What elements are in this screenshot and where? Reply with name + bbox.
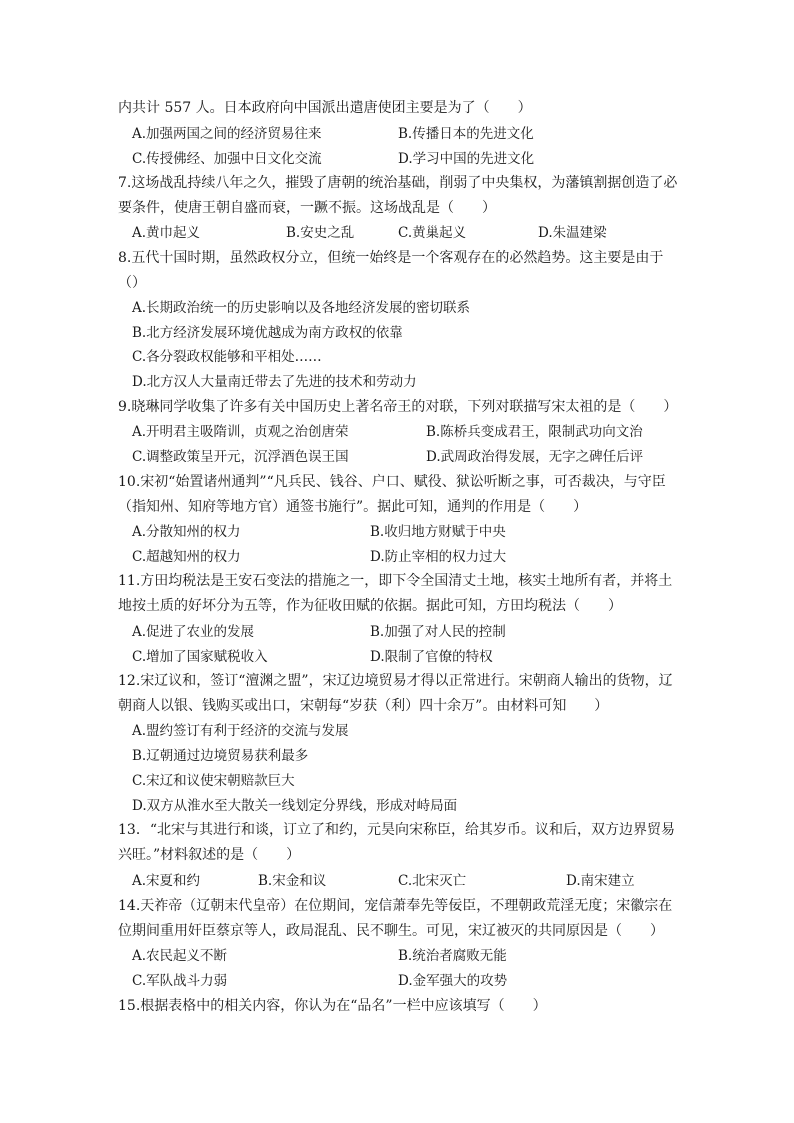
question-10-text-cont: （指知州、知府等地方官）通签书施行”。据此可知，通判的作用是（ ） — [118, 499, 588, 515]
option-d: D.限制了官僚的特权 — [370, 649, 493, 665]
question-8-text-cont: （） — [118, 275, 146, 291]
option-b: B.传播日本的先进文化 — [398, 126, 534, 142]
option-b: B.宋金和议 — [258, 873, 327, 889]
option-c: C.北宋灭亡 — [398, 873, 467, 889]
question-13-text: 13．“北宋与其进行和谈，订立了和约，元昊向宋称臣，给其岁币。议和后，双方边界贸易 — [118, 822, 675, 838]
option-c: C.宋辽和议使宋朝赔款巨大 — [132, 773, 295, 789]
option-c: C.超越知州的权力 — [132, 549, 241, 565]
question-7-text: 7.这场战乱持续八年之久，摧毁了唐朝的统治基础，削弱了中央集权，为藩镇割据创造了必 — [118, 175, 678, 191]
option-a: A.宋夏和约 — [132, 873, 201, 889]
option-a: A.长期政治统一的历史影响以及各地经济发展的密切联系 — [132, 300, 471, 316]
option-d: D.双方从淮水至大散关一线划定分界线，形成对峙局面 — [132, 798, 458, 814]
option-d: D.北方汉人大量南迁带去了先进的技术和劳动力 — [132, 374, 417, 390]
option-a: A.促进了农业的发展 — [132, 624, 255, 640]
option-d: D.学习中国的先进文化 — [398, 151, 535, 167]
option-d: D.武周政治得发展，无字之碑任后评 — [426, 449, 644, 465]
question-14-text-cont: 位期间重用奸臣蔡京等人，政局混乱、民不聊生。可见，宋辽被灭的共同原因是（ ） — [118, 923, 664, 939]
question-10-text: 10.宋初“始置诸州通判”“凡兵民、钱谷、户口、赋役、狱讼听断之事，可否裁决，与守臣 — [118, 474, 666, 490]
option-c: C.调整政策呈开元，沉浮酒色误王国 — [132, 449, 349, 465]
option-d: D.金军强大的攻势 — [398, 973, 508, 989]
option-c: C.传授佛经、加强中日文化交流 — [132, 151, 322, 167]
option-a: A.分散知州的权力 — [132, 524, 241, 540]
option-c: C.各分裂政权能够和平相处…… — [132, 349, 322, 365]
option-b: B.陈桥兵变成君王，限制武功向文治 — [426, 424, 643, 440]
question-13-text-cont: 兴旺。”材料叙述的是（ ） — [118, 847, 301, 863]
option-a: A.农民起义不断 — [132, 948, 228, 964]
option-a: A.加强两国之间的经济贸易往来 — [132, 126, 322, 142]
option-a: A.盟约签订有利于经济的交流与发展 — [132, 723, 349, 739]
question-11-text-cont: 地按土质的好坏分为五等，作为征收田赋的依据。据此可知，方田均税法（ ） — [118, 598, 622, 614]
option-c: C.增加了国家赋税收入 — [132, 649, 268, 665]
option-b: B.统治者腐败无能 — [398, 948, 507, 964]
option-b: B.安史之乱 — [286, 225, 355, 241]
question-9-text: 9.晓琳同学收集了许多有关中国历史上著名帝王的对联，下列对联描写宋太祖的是（ ） — [118, 399, 678, 415]
question-7-text-cont: 要条件，使唐王朝自盛而衰，一蹶不振。这场战乱是（ ） — [118, 200, 496, 216]
question-11-text: 11.方田均税法是王安石变法的措施之一，即下令全国清丈土地，核实土地所有者，并将土 — [118, 573, 673, 589]
question-text: 内共计 557 人。日本政府向中国派出遣唐使团主要是为了（ ） — [118, 100, 532, 116]
option-c: C.军队战斗力弱 — [132, 973, 228, 989]
question-15-text: 15.根据表格中的相关内容，你认为在“品名”一栏中应该填写（ ） — [118, 998, 547, 1014]
option-a: A.开明君主吸隋训，贞观之治创唐荣 — [132, 424, 349, 440]
option-b: B.加强了对人民的控制 — [370, 624, 506, 640]
option-d: D.朱温建梁 — [538, 225, 607, 241]
question-14-text: 14.天祚帝（辽朝末代皇帝）在位期间，宠信萧奉先等佞臣，不理朝政荒淫无度；宋徽宗在 — [118, 898, 673, 914]
question-12-text: 12.宋辽议和，签订“澶渊之盟”，宋辽边境贸易才得以正常进行。宋朝商人输出的货物，辽 — [118, 673, 673, 689]
option-d: D.南宋建立 — [566, 873, 635, 889]
question-12-text-cont: 朝商人以银、钱购买或出口，宋朝每“岁获（利）四十余万”。由材料可知 ） — [118, 698, 609, 714]
option-c: C.黄巢起义 — [398, 225, 467, 241]
question-8-text: 8.五代十国时期，虽然政权分立，但统一始终是一个客观存在的必然趋势。这主要是由于 — [118, 250, 664, 266]
option-b: B.辽朝通过边境贸易获利最多 — [132, 748, 309, 764]
option-a: A.黄巾起义 — [132, 225, 201, 241]
option-b: B.北方经济发展环境优越成为南方政权的依靠 — [132, 325, 403, 341]
option-b: B.收归地方财赋于中央 — [370, 524, 506, 540]
option-d: D.防止宰相的权力过大 — [370, 549, 507, 565]
